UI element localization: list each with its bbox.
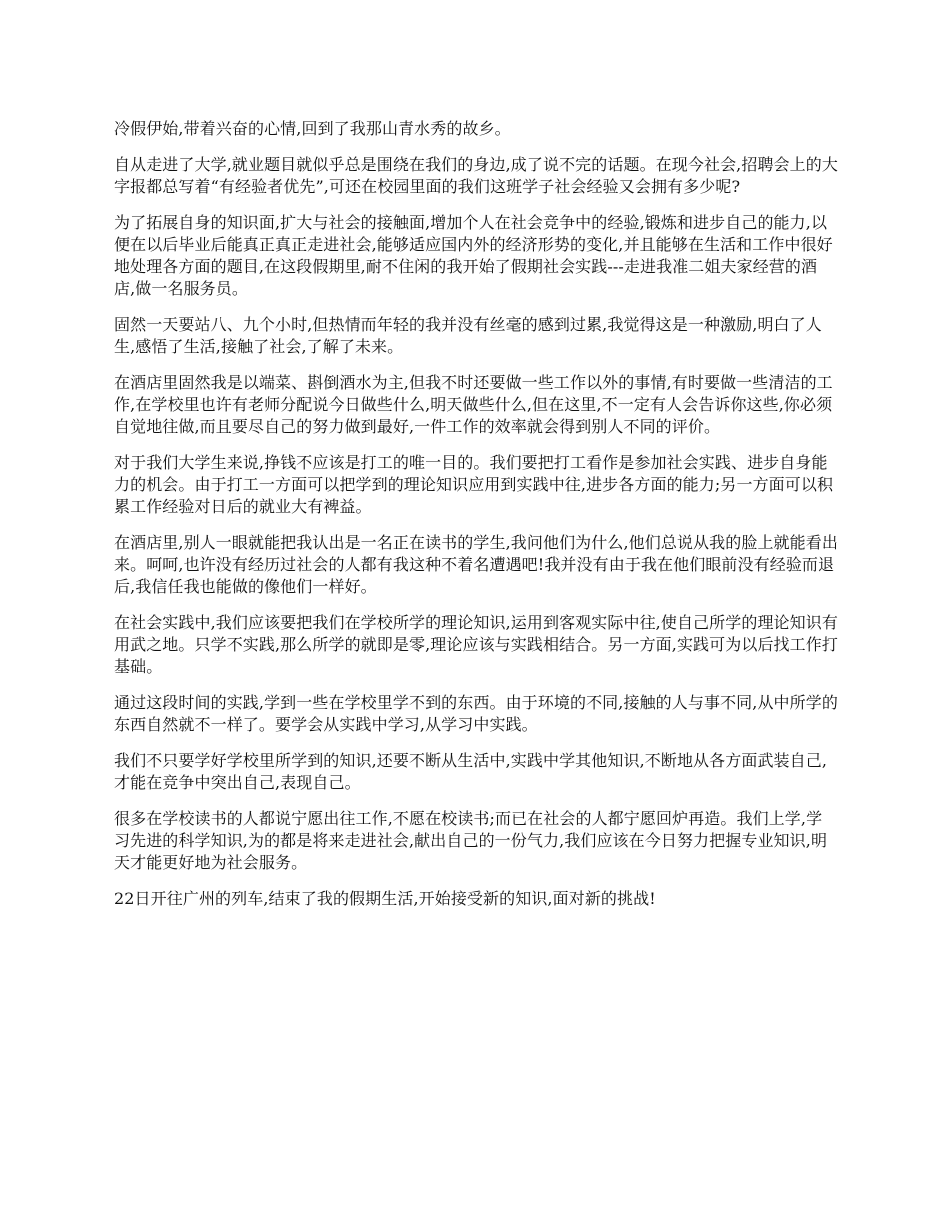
- paragraph-8: 在社会实践中,我们应该要把我们在学校所学的理论知识,运用到客观实际中往,使自己所学的理论知识有用武之地。只学不实践,那么所学的就即是零,理论应该与实践相结合。另一方面,实践可为以后找工作打基础。: [114, 613, 838, 676]
- paragraph-3: 为了拓展自身的知识面,扩大与社会的接触面,增加个人在社会竞争中的经验,锻炼和进步自己的能力,以便在以后毕业后能真正真正走进社会,能够适应国内外的经济形势的变化,并且能够在生活和工作中很好地处理各方面的题目,在这段假期里,耐不住闲的我开始了假期社会实践---走进我准二姐夫家经营的酒店,做一名服务员。: [114, 213, 833, 298]
- paragraph-4: 固然一天要站八、九个小时,但热情而年轻的我并没有丝毫的感到过累,我觉得这是一种激励,明白了人生,感悟了生活,接触了社会,了解了未来。: [114, 315, 822, 356]
- document-body: [114, 118, 838, 924]
- paragraph-12: 22日开往广州的列车,结束了我的假期生活,开始接受新的知识,面对新的挑战!: [114, 889, 656, 908]
- paragraph-11: 很多在学校读书的人都说宁愿出往工作,不愿在校读书;而已在社会的人都宁愿回炉再造。我们上学,学习先进的科学知识,为的都是将来走进社会,献出自己的一份气力,我们应该在今日努力把握专业知识,明天才能更好地为社会服务。: [114, 809, 828, 872]
- paragraph-6: 对于我们大学生来说,挣钱不应该是打工的唯一目的。我们要把打工看作是参加社会实践、进步自身能力的机会。由于打工一方面可以把学到的理论知识应用到实践中往,进步各方面的能力;另一方面可以积累工作经验对日后的就业大有裨益。: [114, 453, 834, 516]
- paragraph-7: 在酒店里,别人一眼就能把我认出是一名正在读书的学生,我问他们为什么,他们总说从我的脸上就能看出来。呵呵,也许没有经历过社会的人都有我这种不着名遭遇吧!我并没有由于我在他们眼前没有经验而退后,我信任我也能做的像他们一样好。: [114, 533, 838, 596]
- paragraph-2: 自从走进了大学,就业题目就似乎总是围绕在我们的身边,成了说不完的话题。在现今社会,招聘会上的大字报都总写着“有经验者优先”,可还在校园里面的我们这班学子社会经验又会拥有多少呢?: [114, 155, 838, 196]
- paragraph-9: 通过这段时间的实践,学到一些在学校里学不到的东西。由于环境的不同,接触的人与事不同,从中所学的东西自然就不一样了。要学会从实践中学习,从学习中实践。: [114, 693, 838, 734]
- paragraph-1: 冷假伊始,带着兴奋的心情,回到了我那山青水秀的故乡。: [114, 119, 511, 138]
- paragraph-5: 在酒店里固然我是以端菜、斟倒酒水为主,但我不时还要做一些工作以外的事情,有时要做一些清洁的工作,在学校里也许有老师分配说今日做些什么,明天做些什么,但在这里,不一定有人会告诉你这些,你必须自觉地往做,而且要尽自己的努力做到最好,一件工作的效率就会得到别人不同的评价。: [114, 373, 833, 436]
- paragraph-10: 我们不只要学好学校里所学到的知识,还要不断从生活中,实践中学其他知识,不断地从各方面武装自己,才能在竞争中突出自己,表现自己。: [114, 751, 828, 792]
